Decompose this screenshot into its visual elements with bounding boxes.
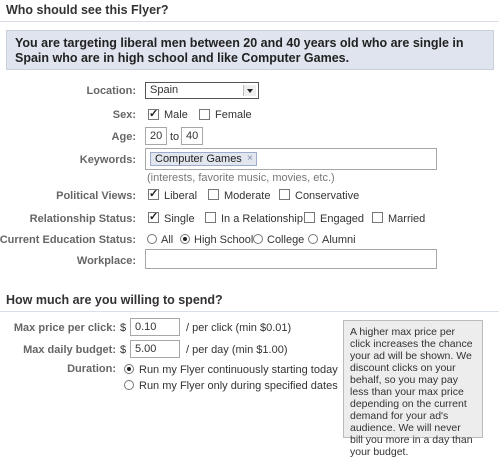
political-label: Political Views: — [56, 190, 136, 202]
education-alumni-radio[interactable] — [308, 234, 318, 244]
relationship-in-a-relationship-label: In a Relationship — [221, 213, 303, 225]
political-conservative-label: Conservative — [295, 190, 360, 202]
keyword-token-label: Computer Games — [155, 153, 242, 165]
duration-dates-label: Run my Flyer only during specified dates — [139, 380, 338, 392]
sex-male-label: Male — [164, 109, 188, 121]
education-all-label: All — [161, 234, 174, 246]
age-label: Age: — [111, 131, 136, 143]
age-to-label: to — [170, 131, 180, 143]
duration-label: Duration: — [67, 363, 116, 375]
targeting-summary: You are targeting liberal men between 20 and 40 years old who are single in Spain who are in high school and like Computer Games. — [6, 30, 494, 70]
relationship-in-a-relationship-checkbox[interactable] — [205, 212, 216, 223]
duration-continuous-radio[interactable] — [124, 364, 134, 374]
max-price-input[interactable]: 0.10 — [130, 318, 180, 336]
location-value: Spain — [150, 84, 179, 96]
duration-continuous-label: Run my Flyer continuously starting today — [139, 364, 338, 376]
sex-male-checkbox[interactable] — [148, 109, 159, 120]
sex-female-checkbox[interactable] — [199, 109, 210, 120]
relationship-single-checkbox[interactable] — [148, 212, 159, 223]
political-liberal-label: Liberal — [164, 190, 198, 202]
max-budget-input[interactable]: 5.00 — [130, 340, 180, 358]
relationship-married-checkbox[interactable] — [372, 212, 383, 223]
education-college-radio[interactable] — [253, 234, 263, 244]
pricing-tip: A higher max price per click increases the chance your ad will be shown. We discount clicks on your behalf, so you may pay less than your max price depending on the current demand for your ad's audience. We will never bill you more in a day than your budget. — [343, 320, 483, 438]
workplace-input[interactable] — [145, 249, 437, 269]
political-moderate-label: Moderate — [224, 190, 271, 202]
education-label: Current Education Status: — [0, 234, 136, 246]
relationship-engaged-checkbox[interactable] — [304, 212, 315, 223]
education-high-school-radio[interactable] — [180, 234, 190, 244]
relationship-label: Relationship Status: — [29, 213, 136, 225]
relationship-married-label: Married — [388, 213, 426, 225]
age-to-input[interactable]: 40 — [181, 127, 203, 145]
price-currency: $ — [120, 322, 127, 334]
sex-label: Sex: — [112, 109, 136, 121]
keywords-label: Keywords: — [79, 154, 136, 166]
location-label: Location: — [86, 85, 136, 97]
chevron-down-icon — [243, 85, 256, 96]
education-high-school-label: High School — [194, 234, 254, 246]
price-label: Max price per click: — [13, 322, 116, 334]
price-note: / per click (min $0.01) — [186, 322, 292, 334]
budget-currency: $ — [120, 344, 127, 356]
remove-token-icon[interactable]: × — [246, 153, 253, 164]
duration-dates-radio[interactable] — [124, 380, 134, 390]
age-from-input[interactable]: 20 — [145, 127, 167, 145]
section-title-budget: How much are you willing to spend? — [0, 290, 499, 312]
education-college-label: College — [267, 234, 305, 246]
budget-label: Max daily budget: — [23, 344, 116, 356]
education-alumni-label: Alumni — [322, 234, 356, 246]
sex-female-label: Female — [215, 109, 252, 121]
political-moderate-checkbox[interactable] — [208, 189, 219, 200]
political-conservative-checkbox[interactable] — [279, 189, 290, 200]
workplace-label: Workplace: — [76, 255, 136, 267]
political-liberal-checkbox[interactable] — [148, 189, 159, 200]
relationship-single-label: Single — [164, 213, 195, 225]
relationship-engaged-label: Engaged — [320, 213, 365, 225]
section-title-audience: Who should see this Flyer? — [0, 0, 499, 22]
keywords-hint: (interests, favorite music, movies, etc.) — [147, 172, 335, 184]
keyword-token — [150, 152, 257, 166]
location-select[interactable] — [145, 82, 259, 99]
education-all-radio[interactable] — [147, 234, 157, 244]
budget-note: / per day (min $1.00) — [186, 344, 288, 356]
